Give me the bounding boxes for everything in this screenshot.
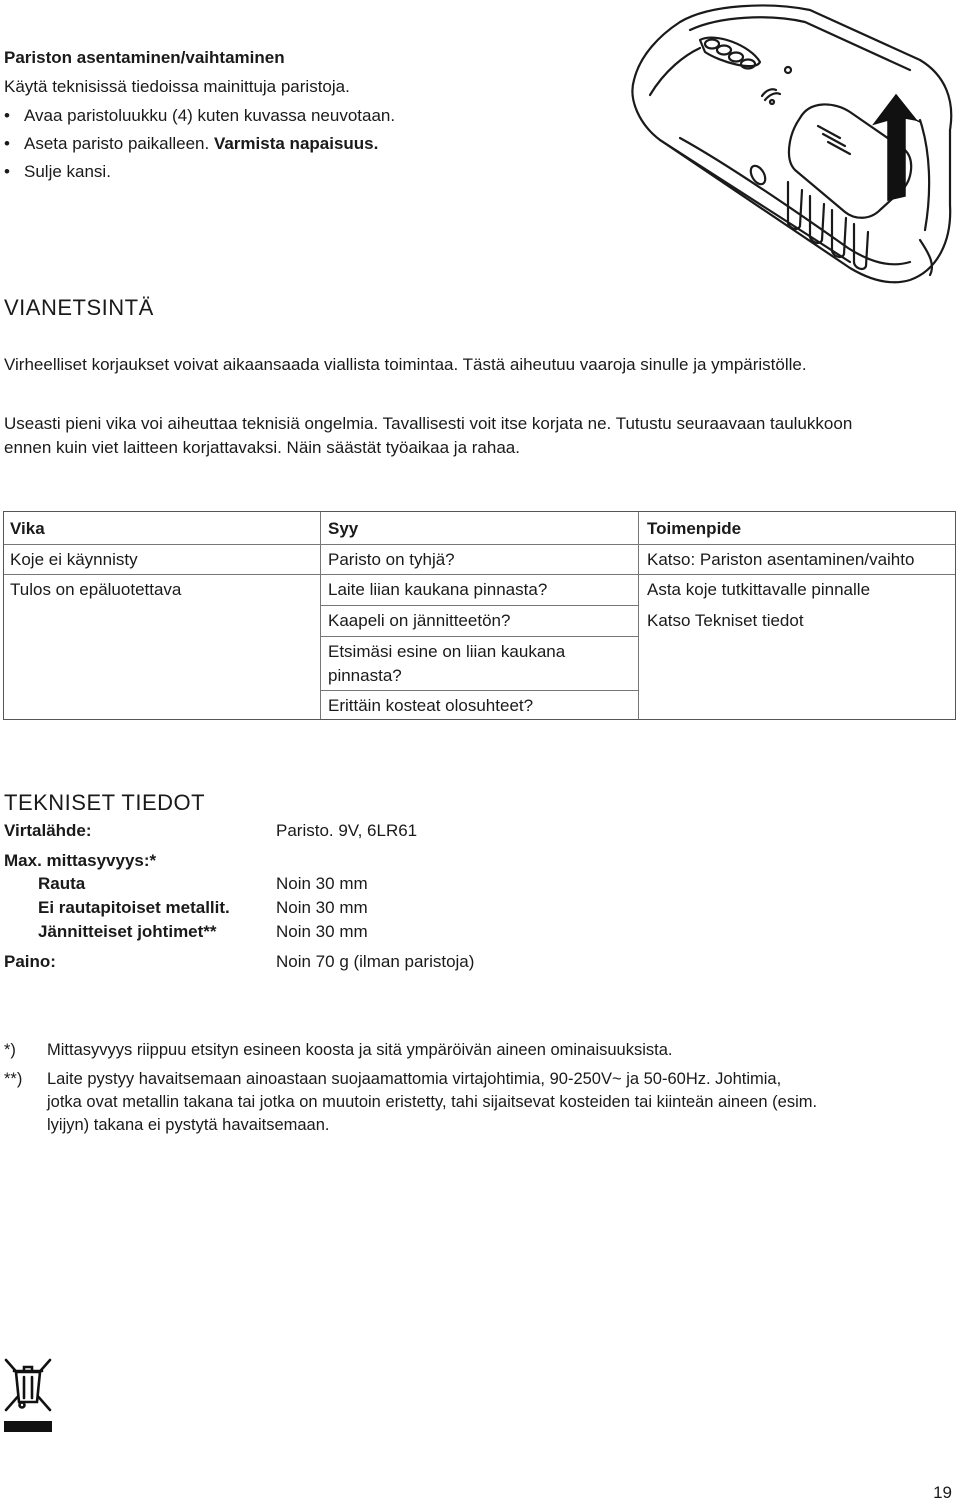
header-fault: Vika bbox=[10, 519, 45, 538]
row-divider bbox=[320, 690, 638, 691]
row1-cause: Paristo on tyhjä? bbox=[328, 550, 455, 569]
battery-intro: Käytä teknisissä tiedoissa mainittuja paristoja. bbox=[4, 77, 350, 96]
tech-heading: TEKNISET TIEDOT bbox=[4, 790, 206, 815]
bullet: • bbox=[4, 134, 10, 153]
row2-cause-3b: pinnasta? bbox=[328, 666, 402, 685]
step-3: Sulje kansi. bbox=[24, 162, 111, 181]
row2-cause-2: Kaapeli on jännitteetön? bbox=[328, 611, 511, 630]
row2-cause-4: Erittäin kosteat olosuhteet? bbox=[328, 696, 534, 715]
power-label: Virtalähde: bbox=[4, 821, 92, 840]
footnote-2-line2: jotka ovat metallin takana tai jotka on muutoin eristetty, tahi sijaitsevat kosteiden tai kiinteän aineen (esim. bbox=[47, 1093, 818, 1111]
row1-fault: Koje ei käynnisty bbox=[10, 550, 138, 569]
weight-value: Noin 70 g (ilman paristoja) bbox=[276, 952, 475, 971]
page-number: 19 bbox=[933, 1483, 952, 1502]
iron-value: Noin 30 mm bbox=[276, 874, 368, 893]
footnote-2-mark: **) bbox=[4, 1070, 23, 1088]
row2-fault: Tulos on epäluotettava bbox=[10, 580, 182, 599]
footnote-2-line1: Laite pystyy havaitsemaan ainoastaan suojaamattomia virtajohtimia, 90-250V~ ja 50-60Hz. Johtimia, bbox=[47, 1070, 782, 1088]
troubleshooting-table bbox=[3, 511, 956, 720]
step-2: Aseta paristo paikalleen. Varmista napaisuus. bbox=[24, 134, 379, 153]
troubleshooting-para2-line1: Useasti pieni vika voi aiheuttaa teknisiä ongelmia. Tavallisesti voit itse korjata ne. Tutustu seuraavaan taulukkoon bbox=[4, 414, 853, 433]
live-wire-value: Noin 30 mm bbox=[276, 922, 368, 941]
row2-cause-1: Laite liian kaukana pinnasta? bbox=[328, 580, 548, 599]
bullet: • bbox=[4, 162, 10, 181]
row2-action-1: Asta koje tutkittavalle pinnalle bbox=[647, 580, 871, 599]
row2-action-2: Katso Tekniset tiedot bbox=[647, 611, 804, 630]
nonferrous-label: Ei rautapitoiset metallit. bbox=[38, 898, 230, 917]
header-cause: Syy bbox=[328, 519, 359, 538]
stud-finder-illustration bbox=[620, 0, 960, 290]
live-wire-label: Jännitteiset johtimet** bbox=[38, 922, 217, 941]
row-divider bbox=[4, 544, 955, 545]
header-action: Toimenpide bbox=[647, 519, 742, 538]
footnote-1-text: Mittasyvyys riippuu etsityn esineen koosta ja sitä ympäröivän aineen ominaisuuksista. bbox=[47, 1041, 673, 1059]
row-divider bbox=[4, 574, 955, 575]
step-1: Avaa paristoluukku (4) kuten kuvassa neuvotaan. bbox=[24, 106, 396, 125]
row-divider bbox=[320, 636, 638, 637]
row-divider bbox=[320, 605, 638, 606]
weight-label: Paino: bbox=[4, 952, 56, 971]
weee-crossed-bin-icon bbox=[4, 1358, 52, 1434]
row2-cause-3: Etsimäsi esine on liian kaukana bbox=[328, 642, 566, 661]
power-value: Paristo. 9V, 6LR61 bbox=[276, 821, 418, 840]
bullet: • bbox=[4, 106, 10, 125]
footnote-2-line3: lyijyn) takana ei pystytä havaitsemaan. bbox=[47, 1116, 330, 1134]
footnote-1-mark: *) bbox=[4, 1041, 16, 1059]
depth-label: Max. mittasyvyys:* bbox=[4, 851, 157, 870]
row1-action: Katso: Pariston asentaminen/vaihto bbox=[647, 550, 915, 569]
iron-label: Rauta bbox=[38, 874, 86, 893]
troubleshooting-para2-line2: ennen kuin viet laitteen korjattavaksi. Näin säästät työaikaa ja rahaa. bbox=[4, 438, 520, 457]
troubleshooting-heading: VIANETSINTÄ bbox=[4, 295, 154, 320]
nonferrous-value: Noin 30 mm bbox=[276, 898, 368, 917]
troubleshooting-para1: Virheelliset korjaukset voivat aikaansaada viallista toimintaa. Tästä aiheutuu vaaroja sinulle ja ympäristölle. bbox=[4, 355, 807, 374]
battery-heading: Pariston asentaminen/vaihtaminen bbox=[4, 48, 285, 67]
